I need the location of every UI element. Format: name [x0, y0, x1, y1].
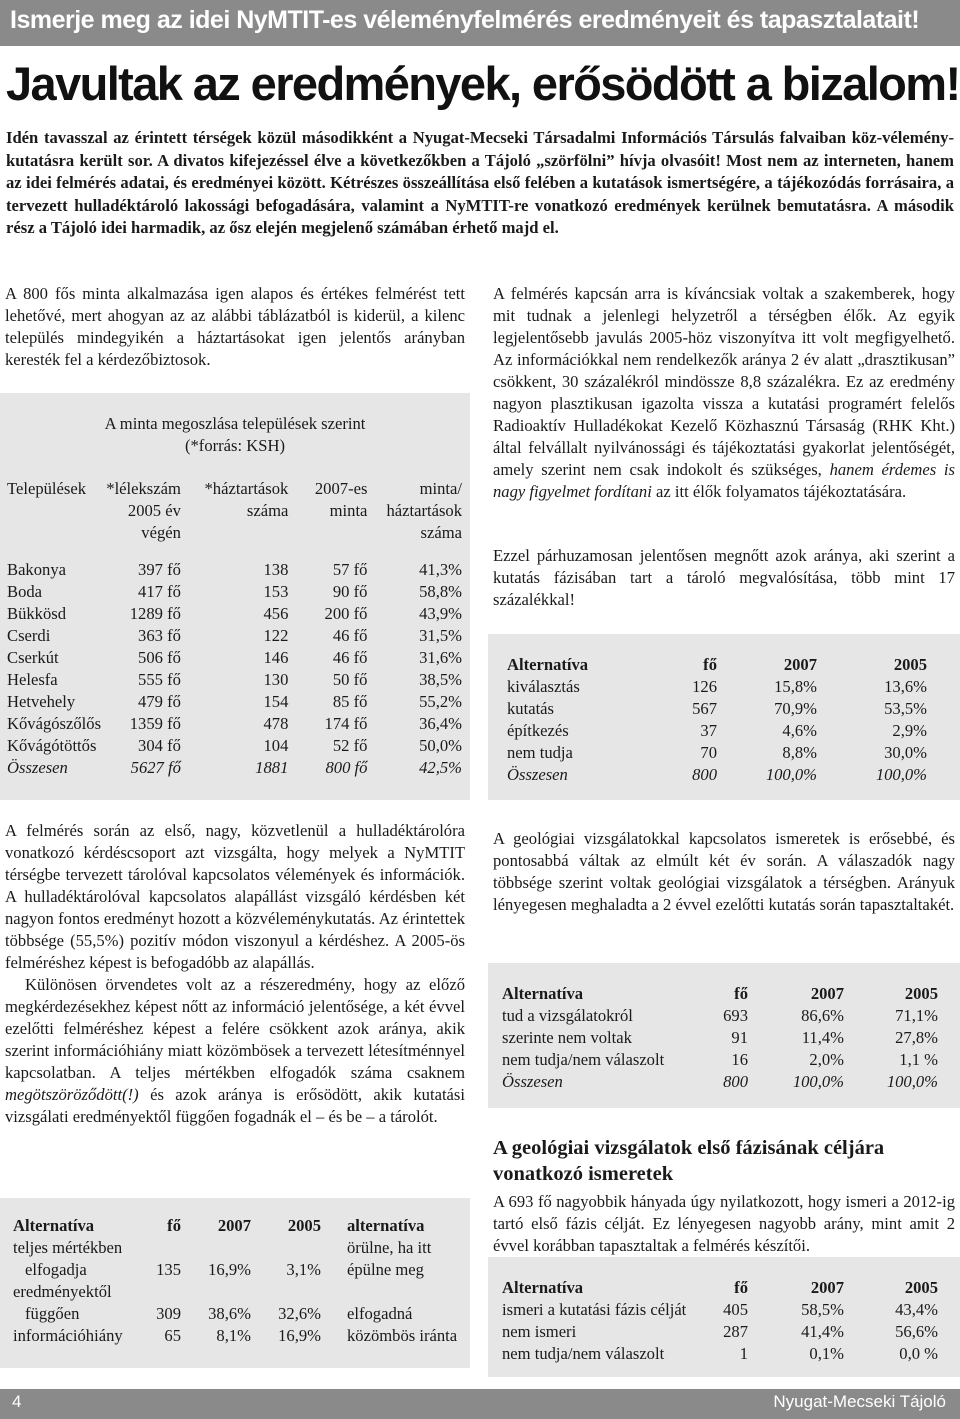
table-cell: [288, 522, 367, 544]
right-paragraph-1-italic: hanem érdemes is nagy figyelmet fordítani: [493, 460, 955, 501]
table-cell: 800 fő: [325, 758, 368, 777]
table-cell: 5627 fő: [130, 758, 181, 777]
table-cell: [251, 1237, 321, 1259]
table-cell: 31,6%: [419, 648, 462, 667]
table-cell: Kővágószőlős: [7, 714, 102, 733]
table-cell: nem tudja/nem válaszolt: [502, 1050, 665, 1069]
table-cell: [181, 1237, 251, 1259]
table-cell: közömbös iránta: [347, 1326, 458, 1345]
table-cell: Bükkösd: [7, 604, 67, 623]
kicker-text: Ismerje meg az idei NyMTIT-es véleményfelmérés eredményeit és tapasztalatait!: [10, 6, 920, 34]
page-footer: [0, 1389, 960, 1419]
table-cell: elfogadná: [347, 1304, 413, 1323]
table-cell: 2005: [904, 984, 938, 1003]
table-cell: 4,6%: [782, 721, 817, 740]
table-cell: 200 fő: [324, 604, 368, 623]
table-cell: 37: [700, 721, 717, 740]
table-cell: ismeri a kutatási fázis célját: [502, 1300, 687, 1319]
table-total-row: [502, 1071, 938, 1093]
table-cell: 71,1%: [895, 1006, 938, 1025]
table-cell: 43,4%: [895, 1300, 938, 1319]
right-paragraph-4-text: A 693 fő nagyobbik hányada úgy nyilatkozott, hogy ismeri a 2012-ig tartó első fázis célját. Ez lényegesen nagyobb arány, mint amit 2 évvel korábban tapasztaltak a felmérés készítői.: [493, 1192, 955, 1255]
table-cell: Boda: [7, 582, 43, 601]
table-cell: Alternatíva: [502, 1278, 584, 1297]
table-cell: 800: [723, 1072, 748, 1091]
table-cell: 2005: [287, 1216, 321, 1235]
left-paragraph-2: [5, 820, 465, 1128]
table-cell: 2007-es: [314, 479, 368, 498]
table-row: [13, 1303, 463, 1325]
table-cell: *háztartások: [204, 479, 289, 498]
table-row: [7, 581, 462, 603]
table-cell: 58,8%: [419, 582, 462, 601]
subsection: [493, 1135, 955, 1257]
table-cell: Cserdi: [7, 626, 51, 645]
table-cell: 104: [263, 736, 289, 755]
table-cell: nem tudja: [507, 743, 573, 762]
table-cell: 27,8%: [895, 1028, 938, 1047]
table-cell: 0,0 %: [899, 1344, 938, 1363]
table-row: [7, 647, 462, 669]
table-row: [507, 742, 927, 764]
table-cell: 456: [263, 604, 289, 623]
table-header-row: [13, 1215, 463, 1237]
table-cell: 479 fő: [138, 692, 181, 711]
geology-knowledge-box: [488, 963, 960, 1108]
table-row: [507, 676, 927, 698]
table-row: [13, 1237, 463, 1259]
table-cell: 2,9%: [892, 721, 927, 740]
table-cell: 2007: [810, 1278, 844, 1297]
phase-goal-box: [488, 1257, 960, 1377]
table-cell: 8,1%: [216, 1326, 251, 1345]
table-cell: 126: [692, 677, 717, 696]
table-header-row: [507, 654, 927, 676]
table-header-row: [502, 1277, 938, 1299]
right-paragraph-3-text: A geológiai vizsgálatokkal kapcsolatos ismeretek is erősebbé, és pontosabbá váltak az elmúlt két év során. A válaszadók nagy többsége szerint voltak geológiai vizsgálatok a térségben. Arányuk lényegesen meghaladta a 2 évvel ezelőtti kutatás során tapasztaltakét.: [493, 829, 955, 914]
information-level-box: [488, 634, 960, 800]
table-cell: 0,1%: [809, 1344, 844, 1363]
table-cell: 38,5%: [419, 670, 462, 689]
table-cell: 287: [723, 1322, 748, 1341]
table-cell: Összesen: [7, 758, 68, 777]
table1-title: A minta megoszlása települések szerint: [104, 414, 366, 433]
table-cell: 50,0%: [419, 736, 462, 755]
table-row: [13, 1281, 463, 1303]
table-cell: 53,5%: [884, 699, 927, 718]
table-cell: 417 fő: [138, 582, 181, 601]
table-row: [502, 1321, 938, 1343]
table-cell: 38,6%: [208, 1304, 251, 1323]
table-cell: [133, 1281, 181, 1303]
table-cell: eredményektől: [13, 1282, 112, 1301]
left-paragraph-3-italic: megötszöröződött(!): [5, 1085, 139, 1104]
table-cell: 363 fő: [138, 626, 181, 645]
table-row: [502, 1299, 938, 1321]
table-cell: Alternatíva: [13, 1216, 95, 1235]
table-cell: 16: [731, 1050, 748, 1069]
table-cell: 16,9%: [208, 1260, 251, 1279]
table-cell: függően: [25, 1304, 80, 1323]
table-cell: 154: [263, 692, 289, 711]
table-cell: 2007: [217, 1216, 251, 1235]
table-cell: 1881: [255, 758, 289, 777]
table-cell: 2,0%: [809, 1050, 844, 1069]
table-row: [13, 1259, 463, 1281]
table-cell: 567: [692, 699, 717, 718]
geology-knowledge-table: [502, 983, 938, 1093]
table-cell: 31,5%: [419, 626, 462, 645]
table-cell: 309: [156, 1304, 181, 1323]
table-cell: 3,1%: [286, 1260, 321, 1279]
table-cell: [7, 500, 101, 522]
table-cell: fő: [167, 1216, 181, 1235]
table-cell: 405: [723, 1300, 748, 1319]
table-total-row: [507, 764, 927, 786]
table-cell: fő: [734, 984, 748, 1003]
table-cell: alternatíva: [347, 1216, 425, 1235]
table-cell: [181, 522, 288, 544]
table-cell: 138: [263, 560, 289, 579]
table-cell: információhiány: [13, 1326, 123, 1345]
table-cell: 90 fő: [332, 582, 368, 601]
table-cell: 50 fő: [332, 670, 368, 689]
table-cell: Bakonya: [7, 560, 66, 579]
lead-paragraph: [6, 127, 954, 240]
table-cell: kutatás: [507, 699, 555, 718]
kicker-bar: [0, 0, 960, 46]
table-cell: 11,4%: [801, 1028, 844, 1047]
table-cell: tud a vizsgálatokról: [502, 1006, 633, 1025]
table-header-row: [7, 522, 462, 544]
table-cell: kiválasztás: [507, 677, 580, 696]
table-cell: Kővágótöttős: [7, 736, 97, 755]
table-cell: 100,0%: [886, 1072, 938, 1091]
table-cell: 1: [739, 1344, 748, 1363]
table-cell: 65: [164, 1326, 181, 1345]
page-title: Javultak az eredmények, erősödött a bizalom!: [6, 57, 960, 110]
acceptance-table: [13, 1215, 463, 1347]
table-cell: [181, 1281, 251, 1303]
table-cell: végén: [141, 523, 181, 542]
table-cell: száma: [420, 523, 462, 542]
table-row: [7, 735, 462, 757]
section-heading: A geológiai vizsgálatok első fázisának céljára vonatkozó ismeretek: [493, 1137, 885, 1185]
table-cell: 1,1 %: [899, 1050, 938, 1069]
left-paragraph-1: [5, 283, 465, 371]
table-row: [502, 1049, 938, 1071]
right-paragraph-1-end: az itt élők folyamatos tájékoztatására.: [651, 482, 907, 501]
table-cell: 478: [263, 714, 289, 733]
table-cell: Helesfa: [7, 670, 58, 689]
table-cell: nem tudja/nem válaszolt: [502, 1344, 665, 1363]
table-row: [507, 720, 927, 742]
table-row: [7, 669, 462, 691]
table-header-row: [7, 500, 462, 522]
table-cell: elfogadja: [25, 1260, 87, 1279]
table-row: [13, 1325, 463, 1347]
table-cell: 130: [263, 670, 289, 689]
table-row: [502, 1027, 938, 1049]
acceptance-box: [0, 1198, 470, 1368]
table-cell: Hetvehely: [7, 692, 76, 711]
table-cell: 174 fő: [324, 714, 368, 733]
table-cell: 2005: [893, 655, 927, 674]
table-row: [507, 698, 927, 720]
lead-text: Idén tavasszal az érintett térségek közül másodikként a Nyugat-Mecseki Társadalmi Információs Társulás falvaiban köz-vélemény-kutatásra került sor. A divatos kifejezéssel élve a következőkben a Tájoló „szörfölni” hívja olvasóit! Most nem az interneten, hanem az idei felmérés adatai, és eredményei között. Kétrészes összeállítása első felében a kutatások ismertségére, a tájékozódás forrásaira, a tervezett hulladéktároló lakossági befogadására, valamint a NyMTIT-re vonatkozó eredmények kerülnek bemutatásra. A második rész a Tájoló idei harmadik, az ősz elején megjelenő számában érhető majd el.: [6, 128, 954, 237]
table-cell: 41,3%: [419, 560, 462, 579]
table-cell: Alternatíva: [507, 655, 589, 674]
table-cell: 397 fő: [138, 560, 181, 579]
table-row: [502, 1343, 938, 1365]
right-paragraph-2-text: Ezzel párhuzamosan jelentősen megnőtt azok aránya, aki szerint a kutatás fázisában tart a tároló megvalósítása, több mint 17 százalékkal!: [493, 546, 955, 609]
table-cell: 2007: [810, 984, 844, 1003]
table-row: [7, 603, 462, 625]
table-cell: 57 fő: [332, 560, 368, 579]
table-cell: 46 fő: [332, 648, 368, 667]
table-cell: teljes mértékben: [13, 1238, 123, 1257]
table-cell: örülne, ha itt: [347, 1238, 432, 1257]
table-cell: 55,2%: [419, 692, 462, 711]
table-cell: 2005: [904, 1278, 938, 1297]
table-cell: 16,9%: [278, 1326, 321, 1345]
table-cell: 86,6%: [801, 1006, 844, 1025]
sample-distribution-table: [7, 478, 462, 779]
table-cell: 506 fő: [138, 648, 181, 667]
table-cell: 693: [723, 1006, 748, 1025]
table-cell: 56,6%: [895, 1322, 938, 1341]
table-cell: 46 fő: [332, 626, 368, 645]
table-cell: háztartások: [386, 501, 462, 520]
table-cell: [7, 522, 101, 544]
table-row: [7, 691, 462, 713]
table-cell: fő: [734, 1278, 748, 1297]
table-cell: Települések: [7, 479, 87, 498]
table-cell: 43,9%: [419, 604, 462, 623]
information-level-table: [507, 654, 927, 786]
table-cell: szerinte nem voltak: [502, 1028, 632, 1047]
table-cell: 13,6%: [884, 677, 927, 696]
table-cell: 122: [263, 626, 289, 645]
table-cell: 8,8%: [782, 743, 817, 762]
table-cell: 153: [263, 582, 289, 601]
table-cell: 42,5%: [419, 758, 462, 777]
table-cell: száma: [246, 501, 289, 520]
phase-goal-table: [502, 1277, 938, 1365]
table-cell: 36,4%: [419, 714, 462, 733]
left-paragraph-3-end: és azok aránya is erősödött, akik kutatási vizsgálati eredményektől függően fogadnák el – és be – a tárolót.: [5, 1085, 465, 1126]
table-cell: [251, 1281, 321, 1303]
table-total-row: [7, 757, 462, 779]
left-paragraph-3-text: Különösen örvendetes volt az a részeredmény, hogy az előző megkérdezésekhez képest nőtt az információ jelentősége, a két évvel ezelőtti felméréshez képest a felére csökkent azok aránya, akik szerint információhiány miatt közömbösek a tervezett létesítménnyel kapcsolatban. A teljes mértékben elfogadók száma csaknem: [5, 975, 465, 1082]
left-paragraph-1-text: A 800 fős minta alkalmazása igen alapos és értékes felmérést tett lehetővé, mert ahogyan az az alábbi táblázatból is kiderül, a kilenc település mindegyikén a háztartásokat igen jelentős arányban keresték fel a kérdezőbiztosok.: [5, 284, 465, 369]
table-cell: minta: [329, 501, 368, 520]
table-cell: 2007: [783, 655, 817, 674]
table-cell: 70: [700, 743, 717, 762]
table-cell: [133, 1237, 181, 1259]
table-cell: 800: [692, 765, 717, 784]
table-cell: Cserkút: [7, 648, 59, 667]
table-cell: 32,6%: [278, 1304, 321, 1323]
right-paragraph-1: [493, 283, 955, 503]
table-cell: 91: [731, 1028, 748, 1047]
table-cell: 100,0%: [765, 765, 817, 784]
table-cell: 70,9%: [774, 699, 817, 718]
table-cell: épülne meg: [347, 1260, 424, 1279]
table-cell: 100,0%: [792, 1072, 844, 1091]
right-paragraph-3: [493, 828, 955, 916]
table-cell: 41,4%: [801, 1322, 844, 1341]
table-cell: 30,0%: [884, 743, 927, 762]
table-row: [7, 625, 462, 647]
left-paragraph-2-text: A felmérés során az első, nagy, közvetlenül a hulladéktárolóra vonatkozó kérdéscsoport azt vizsgálta, hogy melyek a NyMTIT térségbe tervezett tárolóval kapcsolatos vélemények és információk. A hulladéktárolóval kapcsolatos alapállást vizsgáló kérdésben két nagyon fontos eredményt hozott a közvéleménykutatás. Az érintettek többsége (55,5%) pozitív módon viszonyul a kérdéshez. A 2005-ös felméréshez képest is befogadóbb az alapállás.: [5, 821, 465, 972]
table-cell: 146: [263, 648, 289, 667]
table-row: [502, 1005, 938, 1027]
table-cell: fő: [703, 655, 717, 674]
table-cell: 52 fő: [332, 736, 368, 755]
table-cell: minta/: [419, 479, 462, 498]
table-cell: építkezés: [507, 721, 569, 740]
table-cell: 135: [156, 1260, 181, 1279]
table-cell: Összesen: [507, 765, 568, 784]
table-row: [7, 713, 462, 735]
table-cell: 85 fő: [332, 692, 368, 711]
table-cell: *lélekszám: [106, 479, 181, 498]
page-number: 4: [12, 1392, 22, 1411]
table-cell: 304 fő: [138, 736, 181, 755]
table-row: [7, 559, 462, 581]
right-paragraph-1-text: A felmérés kapcsán arra is kíváncsiak voltak a szakemberek, hogy mit tudnak a jelenlegi helyzetről a térségben élők. Az egyik legjelentősebb javulás 2005-höz viszonyítva itt volt megfigyelhető. Az információkkal nem rendelkezők aránya 2 év alatt „drasztikusan” csökkent, 30 százalékról mindössze 8,8 százalékra. Ez az eredmény nagyon plasztikusan igazolta vissza a kutatási programért felelős Radioaktív Hulladékokat Kezelő Közhasznú Társaság (RHK Kht.) által felvállalt nyilvánossági és tájékoztatási gyakorlat jelentőségét, amely szerint nem csak indokolt és szükséges,: [493, 284, 955, 479]
table-cell: 2005 év: [127, 501, 181, 520]
table-cell: nem ismeri: [502, 1322, 577, 1341]
table-cell: [321, 1281, 463, 1303]
table-header-row: [7, 478, 462, 500]
table1-source: (*forrás: KSH): [184, 436, 285, 455]
table-cell: Összesen: [502, 1072, 563, 1091]
sample-distribution-box: [0, 393, 470, 800]
magazine-name: Nyugat-Mecseki Tájoló: [773, 1392, 946, 1411]
right-paragraph-2: [493, 545, 955, 611]
table-cell: 15,8%: [774, 677, 817, 696]
table-cell: 58,5%: [801, 1300, 844, 1319]
table-cell: Alternatíva: [502, 984, 584, 1003]
table-cell: 1289 fő: [129, 604, 181, 623]
table-cell: 100,0%: [875, 765, 927, 784]
table-cell: 555 fő: [138, 670, 181, 689]
table-header-row: [502, 983, 938, 1005]
table-cell: 1359 fő: [129, 714, 181, 733]
